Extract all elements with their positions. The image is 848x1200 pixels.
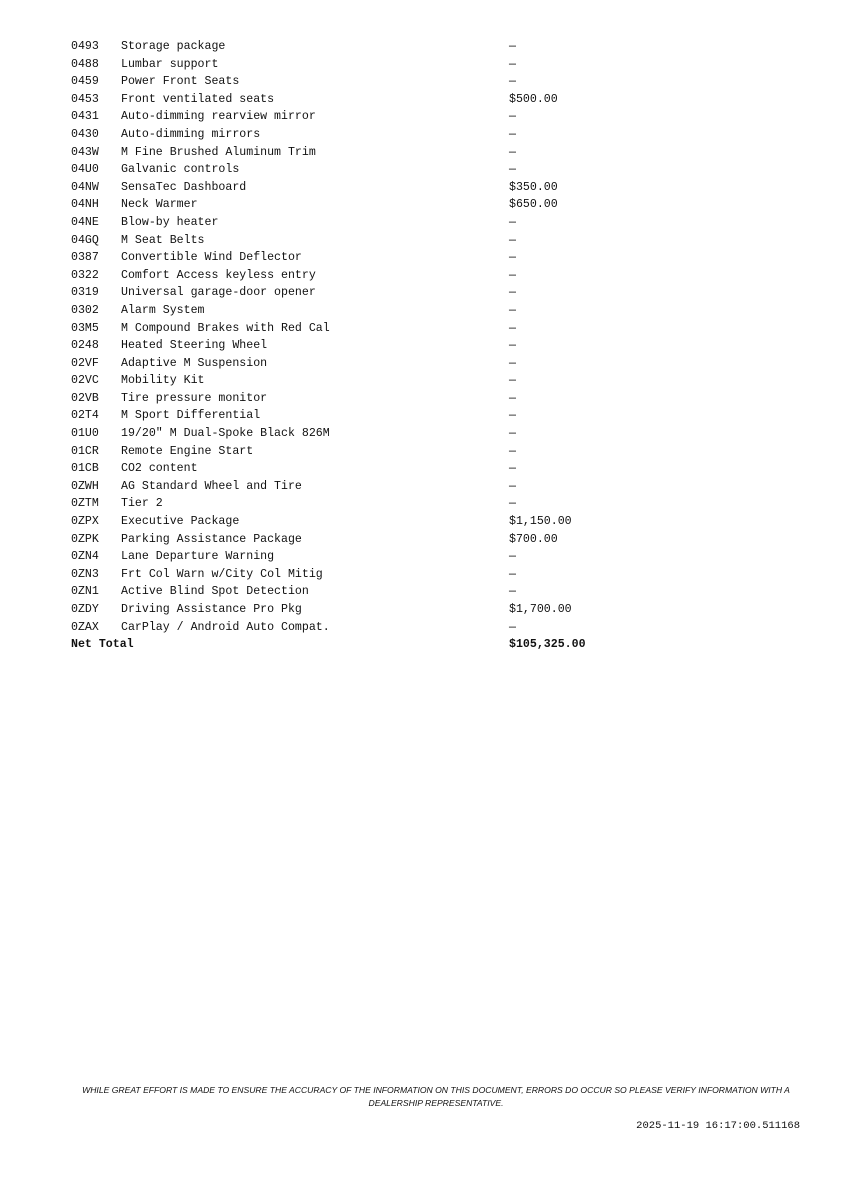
disclaimer-text: WHILE GREAT EFFORT IS MADE TO ENSURE THE ACCURACY OF THE INFORMATION ON THIS DOCUMENT, ERRORS DO OCCUR SO PLEASE VERIFY INFORMATION WITH A DEALERSHIP REPRESENTATIVE. (82, 1085, 790, 1108)
option-price: — (509, 550, 516, 564)
option-code: 02VF (71, 356, 99, 370)
option-description: M Seat Belts (121, 233, 205, 247)
option-code: 04U0 (71, 163, 99, 177)
option-description: Remote Engine Start (121, 444, 254, 458)
option-description: Auto-dimming rearview mirror (121, 110, 316, 124)
option-code: 01CR (71, 444, 99, 458)
option-description: Convertible Wind Deflector (121, 251, 302, 265)
option-price: — (509, 233, 516, 247)
option-price: — (509, 356, 516, 370)
option-description: M Sport Differential (121, 409, 261, 423)
option-row (71, 91, 631, 109)
option-row (71, 478, 631, 496)
option-code: 02VC (71, 374, 99, 388)
option-price: — (509, 479, 516, 493)
option-price: — (509, 286, 516, 300)
option-price: — (509, 251, 516, 265)
option-price: — (509, 40, 516, 53)
option-description: SensaTec Dashboard (121, 180, 247, 194)
option-row (71, 302, 631, 320)
option-description: Comfort Access keyless entry (121, 268, 316, 282)
option-description: Alarm System (121, 303, 205, 317)
option-price: $650.00 (509, 198, 558, 212)
option-row (71, 38, 631, 56)
option-price: — (509, 444, 516, 458)
option-row (71, 214, 631, 232)
option-row (71, 443, 631, 461)
option-price: — (509, 497, 516, 511)
timestamp: 2025-11-19 16:17:00.511168 (636, 1120, 800, 1132)
options-list (71, 38, 631, 636)
option-row (71, 548, 631, 566)
option-code: 0459 (71, 75, 99, 89)
option-description: Galvanic controls (121, 163, 240, 177)
option-row (71, 513, 631, 531)
option-price: $1,700.00 (509, 603, 572, 616)
option-description: Auto-dimming mirrors (121, 127, 261, 141)
option-code: 0ZDY (71, 603, 99, 616)
option-row (71, 407, 631, 425)
option-price: — (509, 374, 516, 388)
option-price: — (509, 127, 516, 141)
option-description: Lane Departure Warning (121, 550, 275, 564)
option-description: CarPlay / Android Auto Compat. (121, 620, 330, 634)
option-price: — (509, 215, 516, 229)
option-price: $700.00 (509, 532, 558, 546)
option-row (71, 267, 631, 285)
option-price: $1,150.00 (509, 515, 572, 529)
option-code: 04GQ (71, 233, 99, 247)
option-description: Lumbar support (121, 57, 219, 71)
option-code: 0302 (71, 303, 99, 317)
option-price: — (509, 110, 516, 124)
net-total-label: Net Total (71, 638, 134, 652)
option-row (71, 179, 631, 197)
option-code: 0ZWH (71, 479, 99, 493)
option-description: Active Blind Spot Detection (121, 585, 309, 599)
option-price: — (509, 163, 516, 177)
option-row (71, 232, 631, 250)
option-code: 0ZPX (71, 515, 99, 529)
option-row (71, 619, 631, 637)
option-code: 02VB (71, 391, 99, 405)
option-code: 0430 (71, 127, 99, 141)
option-code: 0431 (71, 110, 99, 124)
option-code: 02T4 (71, 409, 99, 423)
option-code: 04NW (71, 180, 99, 194)
option-code: 0ZAX (71, 620, 99, 634)
option-price: — (509, 620, 516, 634)
option-row (71, 196, 631, 214)
option-description: Power Front Seats (121, 75, 240, 89)
option-price: — (509, 145, 516, 159)
option-row (71, 583, 631, 601)
option-code: 043W (71, 145, 99, 159)
options-table (71, 38, 631, 654)
option-description: Mobility Kit (121, 374, 205, 388)
option-description: Front ventilated seats (121, 92, 275, 106)
option-description: Storage package (121, 40, 226, 53)
option-row (71, 284, 631, 302)
option-price: $500.00 (509, 92, 558, 106)
option-row (71, 73, 631, 91)
option-code: 0ZN4 (71, 550, 99, 564)
option-row (71, 425, 631, 443)
option-code: 0ZPK (71, 532, 99, 546)
option-description: Tire pressure monitor (121, 391, 268, 405)
option-description: Executive Package (121, 515, 240, 529)
option-price: — (509, 427, 516, 441)
option-price: — (509, 462, 516, 476)
option-row (71, 372, 631, 390)
option-description: CO2 content (121, 462, 198, 476)
option-code: 0387 (71, 251, 99, 265)
option-row (71, 495, 631, 513)
option-code: 0248 (71, 339, 99, 353)
option-code: 0ZN3 (71, 567, 99, 581)
option-description: M Fine Brushed Aluminum Trim (121, 145, 316, 159)
option-code: 03M5 (71, 321, 99, 335)
option-description: M Compound Brakes with Red Cal (121, 321, 330, 335)
option-row (71, 460, 631, 478)
option-description: Driving Assistance Pro Pkg (121, 603, 302, 616)
option-row (71, 601, 631, 619)
option-code: 04NE (71, 215, 99, 229)
option-row (71, 144, 631, 162)
option-row (71, 566, 631, 584)
option-price: — (509, 409, 516, 423)
option-code: 04NH (71, 198, 99, 212)
option-description: Heated Steering Wheel (121, 339, 268, 353)
option-row (71, 108, 631, 126)
option-row (71, 249, 631, 267)
option-description: Neck Warmer (121, 198, 198, 212)
option-code: 0322 (71, 268, 99, 282)
option-description: Adaptive M Suspension (121, 356, 268, 370)
option-code: 01U0 (71, 427, 99, 441)
option-price: — (509, 339, 516, 353)
option-row (71, 337, 631, 355)
option-price: — (509, 75, 516, 89)
option-description: Frt Col Warn w/City Col Mitig (121, 567, 323, 581)
option-description: 19/20" M Dual-Spoke Black 826M (121, 427, 330, 441)
option-description: Universal garage-door opener (121, 286, 316, 300)
option-row (71, 320, 631, 338)
option-price: — (509, 585, 516, 599)
net-total-value: $105,325.00 (509, 638, 586, 652)
option-row (71, 531, 631, 549)
net-total-row (71, 636, 631, 654)
option-price: $350.00 (509, 180, 558, 194)
option-description: Blow-by heater (121, 215, 219, 229)
option-code: 0ZN1 (71, 585, 99, 599)
option-row (71, 126, 631, 144)
option-price: — (509, 391, 516, 405)
option-row (71, 390, 631, 408)
option-row (71, 161, 631, 179)
option-price: — (509, 321, 516, 335)
option-price: — (509, 567, 516, 581)
option-row (71, 56, 631, 74)
option-code: 0488 (71, 57, 99, 71)
option-code: 0319 (71, 286, 99, 300)
option-price: — (509, 268, 516, 282)
option-price: — (509, 57, 516, 71)
option-description: Parking Assistance Package (121, 532, 302, 546)
option-code: 0493 (71, 40, 99, 53)
option-row (71, 355, 631, 373)
option-price: — (509, 303, 516, 317)
option-code: 0ZTM (71, 497, 99, 511)
option-code: 0453 (71, 92, 99, 106)
option-description: Tier 2 (121, 497, 163, 511)
option-code: 01CB (71, 462, 99, 476)
option-description: AG Standard Wheel and Tire (121, 479, 302, 493)
